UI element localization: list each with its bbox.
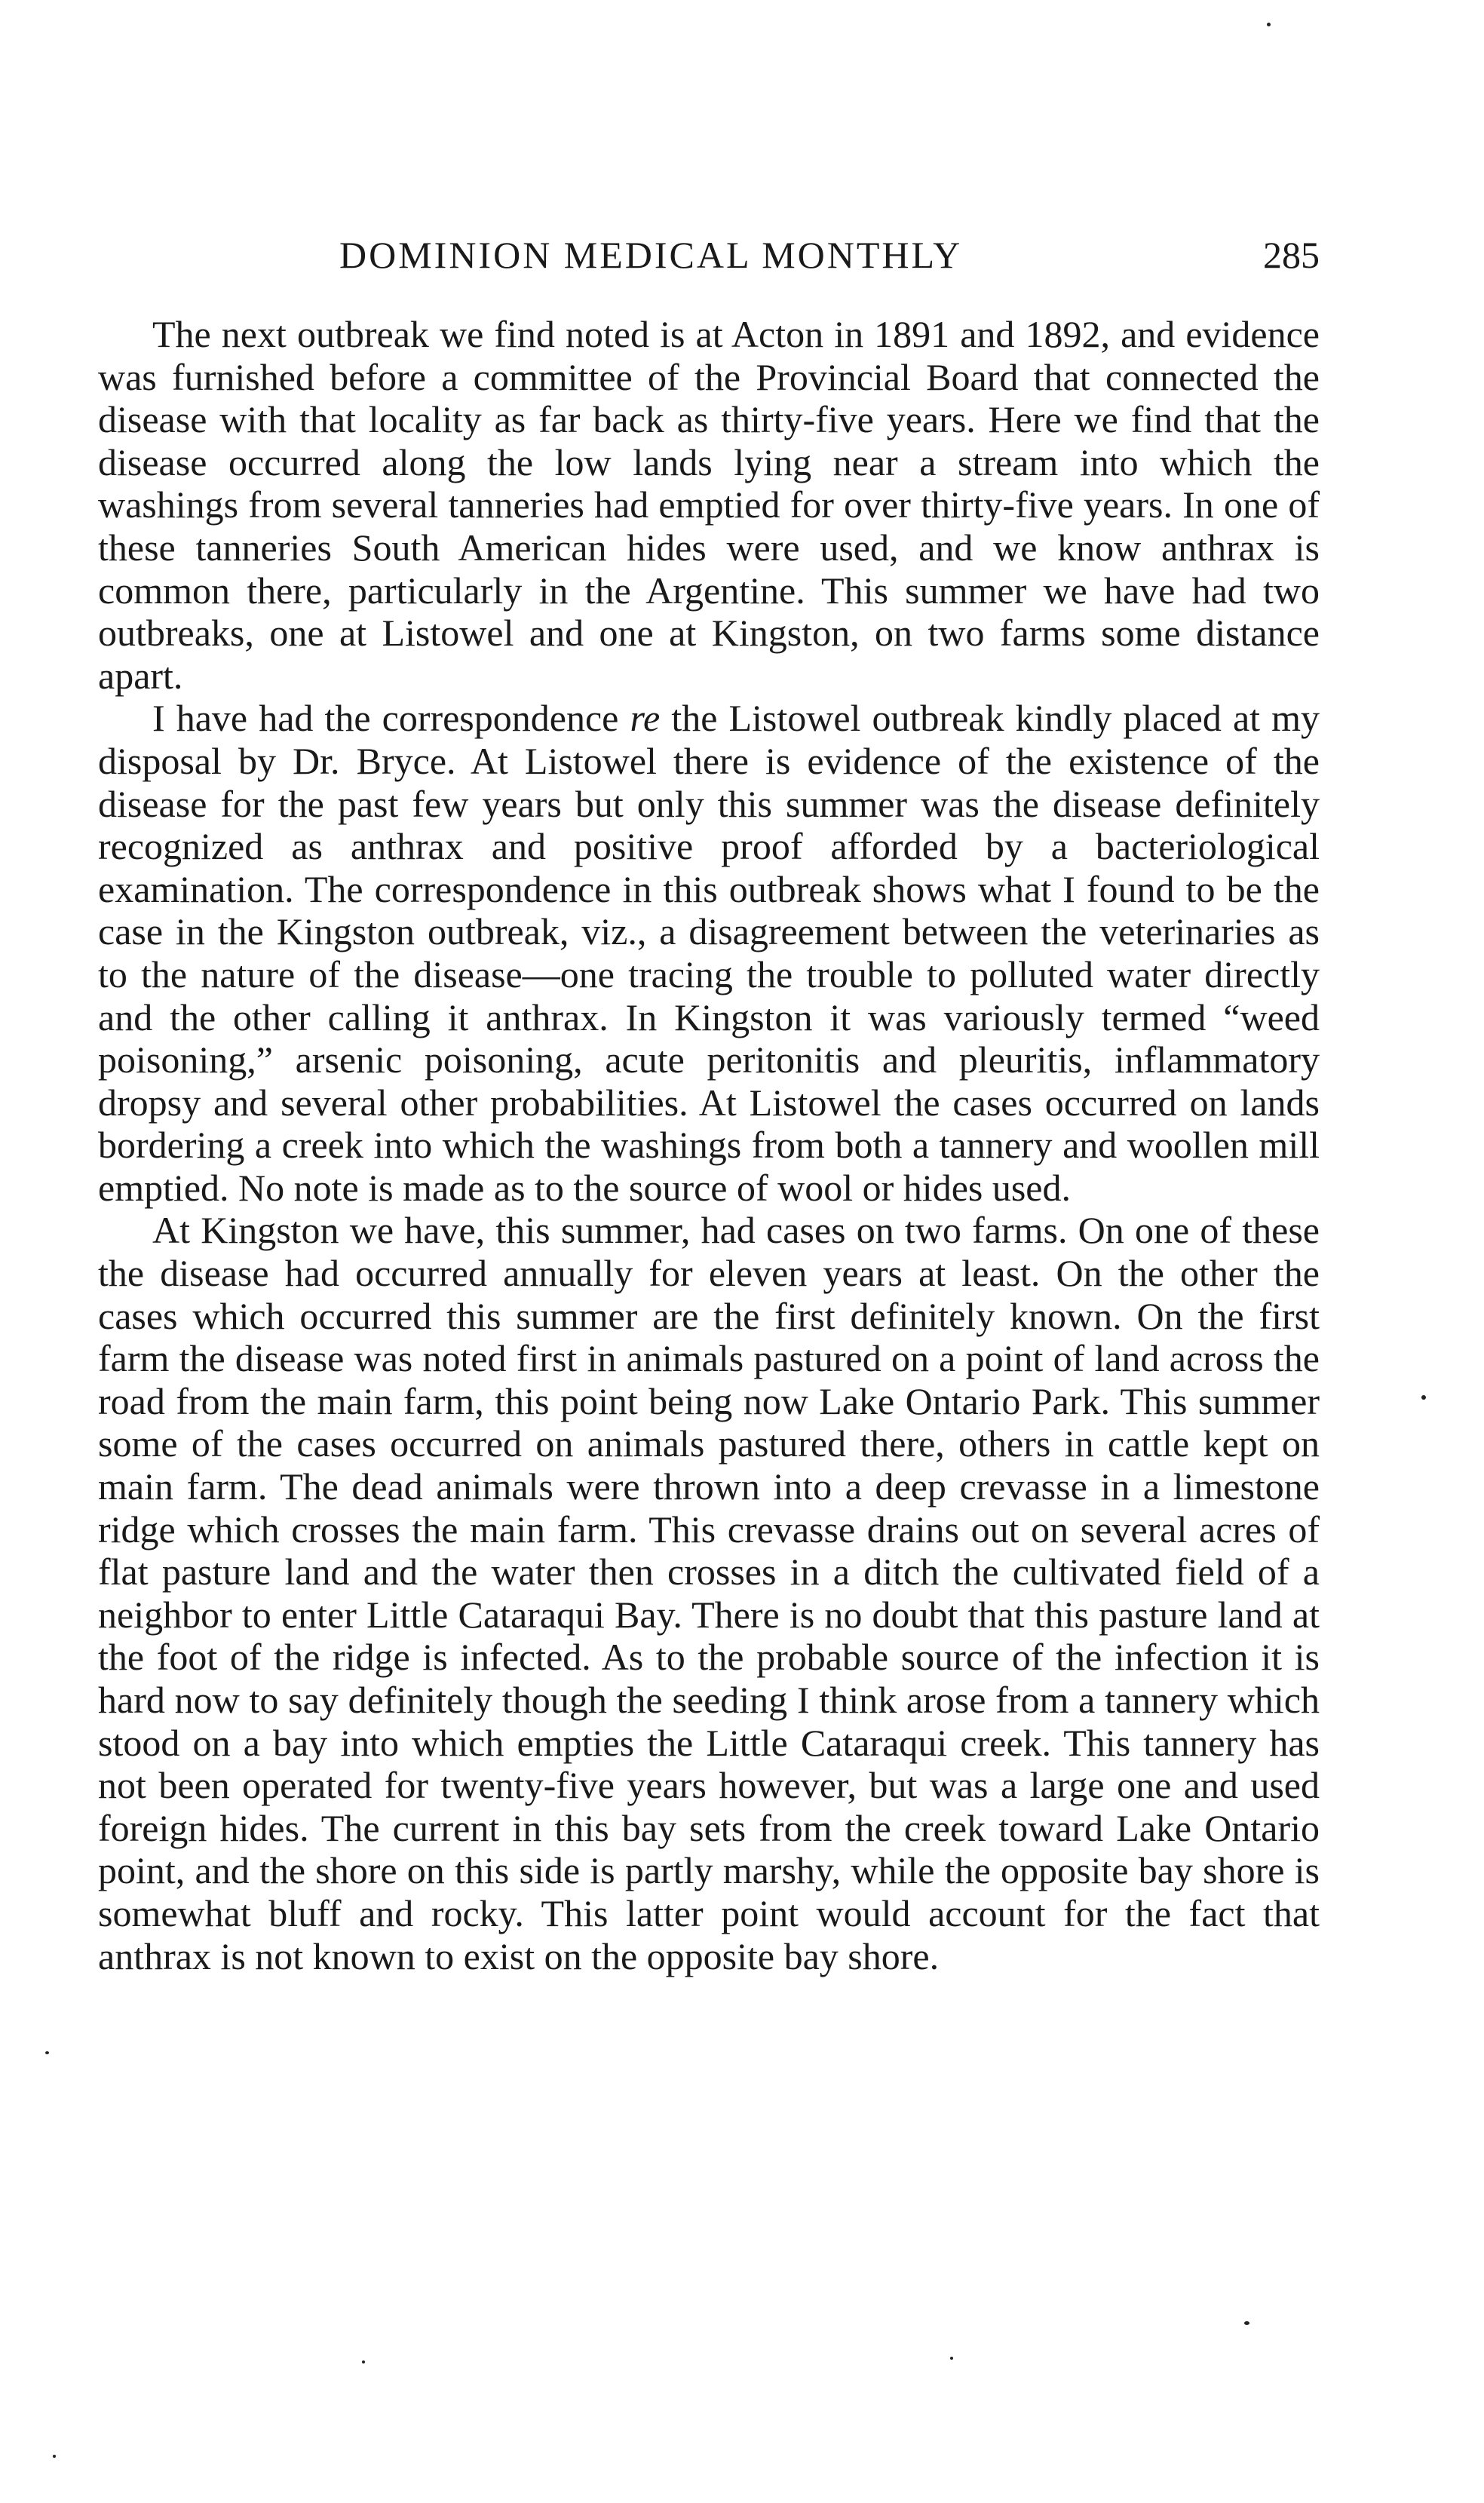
paragraph-kingston-outbreak: At Kingston we have, this summer, had cases on two farms. On one of these the disease had occurred annually for eleven years at least. On the other the cases which occurred this summer are the first definitely known. On the first farm the disease was noted first in animals pastured on a point of land across the road from the main farm, this point being now Lake Ontario Park. This summer some of the cases occurred on animals pastured there, others in cattle kept on main farm. The dead animals were thrown into a deep crevasse in a limestone ridge which crosses the main farm. This crevasse drains out on several acres of flat pasture land and the water then crosses in a ditch the cultivated field of a neighbor to enter Little Cataraqui Bay. There is no doubt that this pasture land at the foot of the ridge is infected. As to the probable source of the infection it is hard now to say definitely though the seeding I think arose from a tannery which stood on a bay into which empties the Little Cataraqui creek. This tannery has not been operated for twenty-five years however, but was a large one and used foreign hides. The current in this bay sets from the creek toward Lake Ontario point, and the shore on this side is partly marshy, while the opposite bay shore is somewhat bluff and rocky. This latter point would account for the fact that anthrax is not known to exist on the opposite bay shore. bbox=[98, 1209, 1320, 1977]
paragraph-listowel-lead: I have had the correspondence bbox=[152, 697, 619, 740]
scan-speck bbox=[1267, 23, 1271, 26]
scan-speck bbox=[362, 2360, 365, 2363]
scan-speck bbox=[53, 2455, 56, 2458]
running-head: DOMINION MEDICAL MONTHLY bbox=[339, 234, 963, 276]
page-header bbox=[98, 225, 1320, 285]
paragraph-listowel-outbreak bbox=[98, 697, 1320, 1209]
body-text bbox=[98, 313, 1320, 1977]
page-number: 285 bbox=[1263, 234, 1320, 276]
italic-re: re bbox=[630, 697, 661, 740]
paragraph-acton-outbreak: The next outbreak we find noted is at Acton in 1891 and 1892, and evidence was furnished before a committee of the Provincial Board that connected the disease with that locality as far back as thirty-five years. Here we find that the disease occurred along the low lands lying near a stream into which the washings from several tanneries had emptied for over thirty-five years. In one of these tanneries South American hides were used, and we know anthrax is common there, particularly in the Argentine. This summer we have had two outbreaks, one at Listowel and one at Kingston, on two farms some distance apart. bbox=[98, 313, 1320, 697]
scan-speck bbox=[1244, 2321, 1249, 2325]
scan-speck bbox=[45, 2051, 49, 2054]
paragraph-listowel-rest: the Listowel outbreak kindly placed at my disposal by Dr. Bryce. At Listowel there is evidence of the existence of the disease for the past few years but only this summer was the disease definitely recognized as anthrax and positive proof afforded by a bacteriological examination. The correspondence in this outbreak shows what I found to be the case in the Kingston outbreak, viz., a disagreement between the veterinaries as to the nature of the disease—one tracing the trouble to polluted water directly and the other calling it anthrax. In Kingston it was variously termed “weed poisoning,” arsenic poisoning, acute peritonitis and pleuritis, inflammatory dropsy and several other probabilities. At Listowel the cases occurred on lands bordering a creek into which the washings from both a tannery and woollen mill emptied. No note is made as to the source of wool or hides used. bbox=[98, 697, 1320, 1209]
scan-speck bbox=[1421, 1395, 1426, 1400]
scan-speck bbox=[950, 2357, 953, 2360]
